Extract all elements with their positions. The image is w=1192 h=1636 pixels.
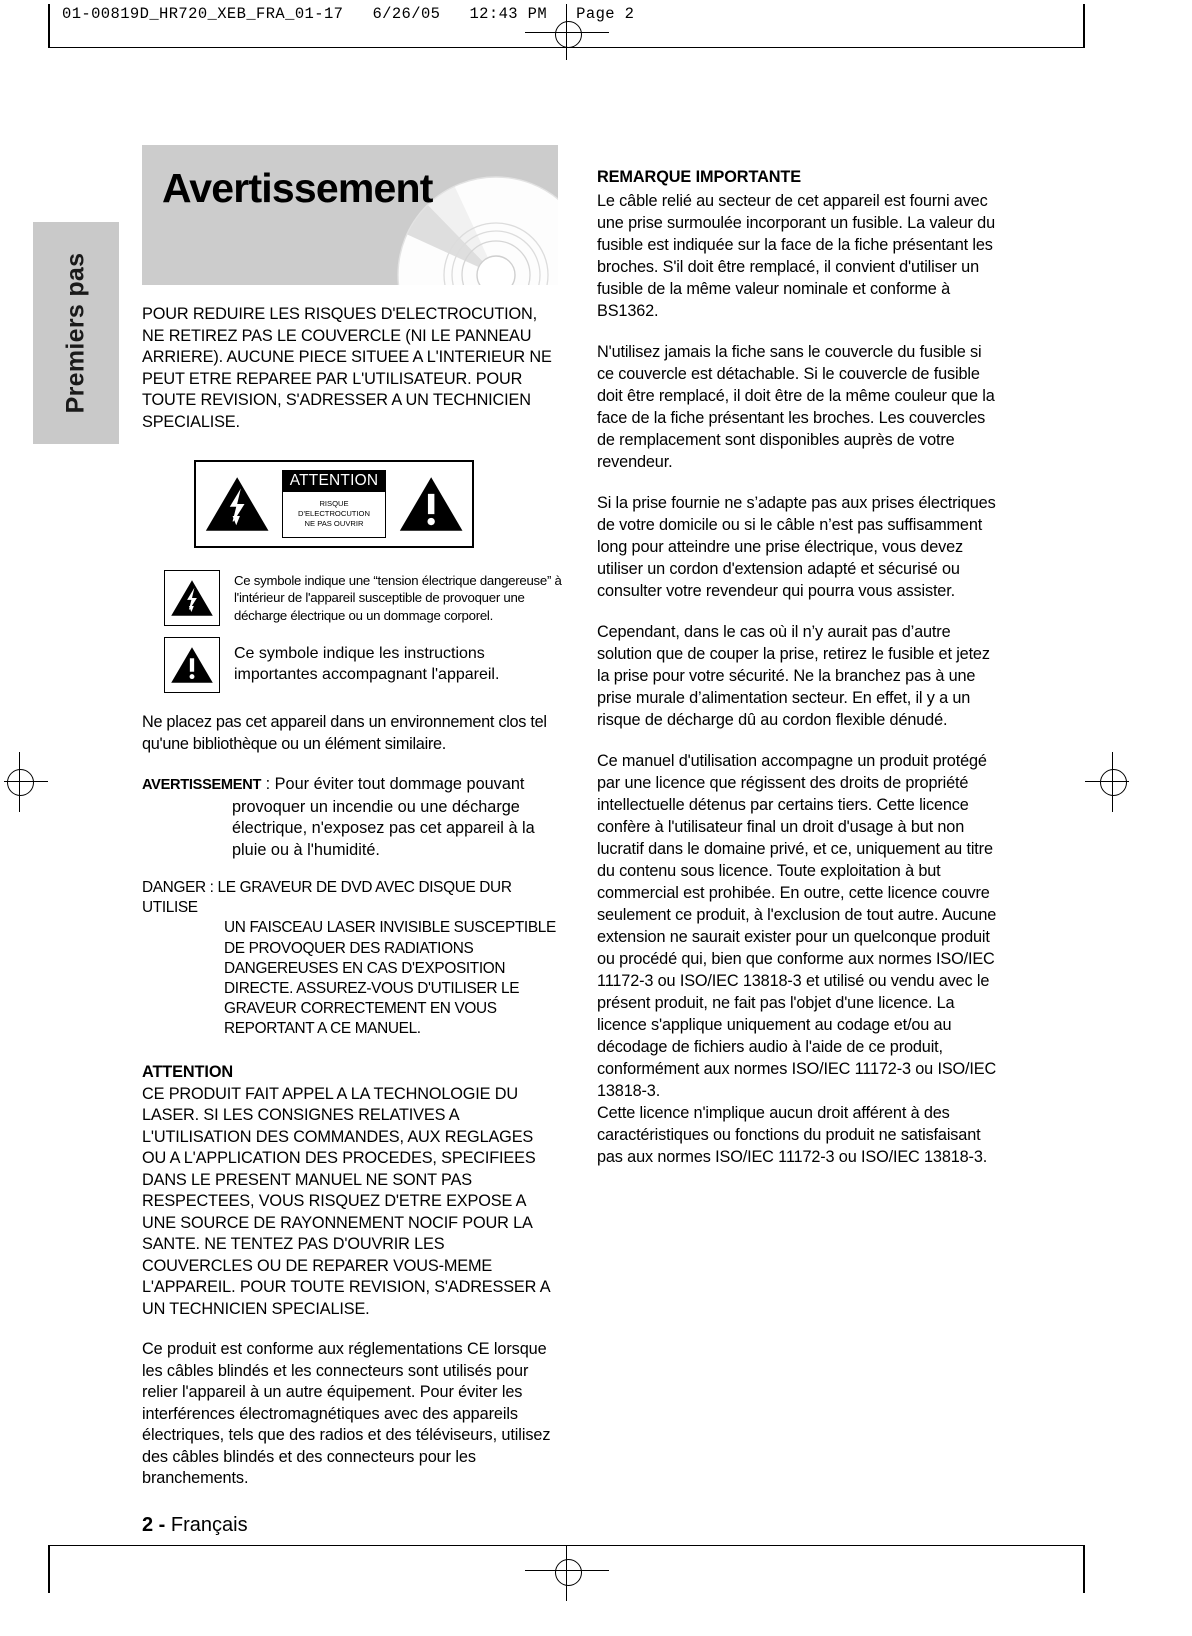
section-tab-label: Premiers pas [61, 252, 90, 414]
ce-compliance-paragraph: Ce produit est conforme aux réglementations CE lorsque les câbles blindés et les connecteurs sont utilisés pour relier l'appareil à un autre équipement. Pour éviter les interférences électromagnétiques avec des appareils électriques, tels que des radios et des téléviseurs, utilisez des câbles blindés et des connecteurs pour les branchements. [142, 1340, 551, 1488]
avertissement-label: AVERTISSEMENT [142, 777, 262, 793]
important-note-paragraph: Le câble relié au secteur de cet appareil est fourni avec une prise surmoulée incorporant un fusible. La valeur du fusible est indiquée sur la face de la fiche présentant les broches. S'il doit être remplacé, il convient d'utiliser un fusible de la même valeur nominale et conforme à BS1362. [597, 192, 995, 320]
attention-section-heading: ATTENTION [142, 1062, 234, 1081]
license-final-paragraph: Cette licence n'implique aucun droit afférent à des caractéristiques ou fonctions du produit ne satisfaisant pas aux normes ISO/IEC 11172-3 ou ISO/IEC 13818-3. [597, 1104, 988, 1166]
attention-subtext-line2: NE PAS OUVRIR [304, 519, 364, 528]
legend-item-text: Ce symbole indique une “tension électrique dangereuse” à l'intérieur de l'appareil susceptible de provoquer une décharge électrique ou un dommage corporel. [234, 573, 562, 623]
prepress-slug: 01-00819D_HR720_XEB_FRA_01-17 6/26/05 12:43 PM Page 2 [62, 5, 635, 23]
crop-mark-top-left-vertical [48, 4, 50, 48]
danger-body: UN FAISCEAU LASER INVISIBLE SUSCEPTIBLE DE PROVOQUER DES RADIATIONS DANGEREUSES EN CAS D'EXPOSITION DIRECTE. ASSUREZ-VOUS D'UTILISER LE GRAVEUR CORRECTEMENT EN VOUS REPORTANT A CE MANUEL. [224, 919, 556, 1038]
legend-lightning-bolt-box [164, 570, 220, 626]
attention-subtext-line1: RISQUE D'ELECTROCUTION [298, 499, 370, 518]
plug-adapter-paragraph: Si la prise fournie ne s’adapte pas aux prises électriques de votre domicile ou si le câble n’est pas suffisamment long pour atteindre une prise électrique, vous devez utiliser un cordon d'extension adapté et sécurisé ou consulter votre revendeur qui pourra vous assister. [597, 494, 996, 600]
attention-heading: ATTENTION [283, 471, 384, 492]
legend-item [164, 570, 564, 626]
exclamation-triangle-icon [170, 646, 214, 684]
avertissement-separator: : [261, 775, 275, 793]
chapter-banner [142, 145, 558, 285]
electrocution-warning-paragraph: POUR REDUIRE LES RISQUES D'ELECTROCUTION, NE RETIREZ PAS LE COUVERCLE (NI LE PANNEAU ARRIERE). AUCUNE PIECE SITUEE A L'INTERIEUR NE PEUT ETRE REPAREE PAR L'UTILISATEUR. POUR TOUTE REVISION, S'ADRESSER A UN TECHNICIEN SPECIALISE. [142, 305, 552, 431]
avertissement-body: provoquer un incendie ou une décharge électrique, n'exposez pas cet appareil à la pluie ou à l'humidité. [232, 797, 535, 859]
license-paragraph: Ce manuel d'utilisation accompagne un produit protégé par une licence que régissent des droits de propriété intellectuelle détenus par certains tiers. Cette licence confère à l'utilisateur final un droit d'usage à but non lucratif dans le domaine privé, et ce, uniquement au titre du contenu sous licence. Toute exploitation à but commercial est prohibée. En outre, cette licence couvre seulement ce produit, à l'exclusion de tout autre. Aucune extension ne saurait exister pour un quelconque produit ou procédé qui, bien que conforme aux normes ISO/IEC 11172-3 ou ISO/IEC 13818-3 et utilisé ou vendu avec le présent produit, ne fait pas l'objet d'une licence. La licence s'applique uniquement au codage et/ou au décodage de fichiers audio à l'aide de ce produit, conformément aux normes ISO/IEC 11172-3 ou ISO/IEC 13818-3. [597, 752, 997, 1100]
enclosure-note-paragraph: Ne placez pas cet appareil dans un environnement clos tel qu'une bibliothèque ou un élément similaire. [142, 713, 547, 753]
page-language: Français [170, 1513, 248, 1536]
exclamation-triangle-icon [398, 473, 464, 535]
important-note-heading: REMARQUE IMPORTANTE [597, 168, 802, 186]
registration-circle-right [1100, 769, 1127, 796]
legend-item-text: Ce symbole indique les instructions importantes accompagnant l'appareil. [234, 645, 500, 683]
symbol-legend [164, 570, 564, 693]
lightning-bolt-triangle-icon [204, 473, 270, 535]
avertissement-block [142, 774, 558, 861]
danger-label: DANGER : [142, 879, 214, 896]
page-footer-separator: - [153, 1513, 171, 1536]
attention-section-body: CE PRODUIT FAIT APPEL A LA TECHNOLOGIE DU LASER. SI LES CONSIGNES RELATIVES A L'UTILISATION DES COMMANDES, AUX REGLAGES OU A L'APPLICATION DES PROCEDES, SPECIFIEES DANS LE PRESENT MANUEL NE SONT PAS RESPECTEES, VOUS RISQUEZ D'ETRE EXPOSE A UNE SOURCE DE RAYONNEMENT NOCIF POUR LA SANTE. NE TENTEZ PAS D'OUVRIR LES COUVERCLES OU DE REPARER VOUS-MEME L'APPAREIL. POUR TOUTE REVISION, S'ADRESSER A UN TECHNICIEN SPECIALISE. [142, 1084, 550, 1318]
attention-subtext [283, 492, 384, 537]
legend-exclamation-box [164, 637, 220, 693]
registration-circle-bottom [555, 1559, 582, 1586]
cut-plug-paragraph: Cependant, dans le cas où il n’y aurait pas d’autre solution que de couper la prise, retirez le fusible et jetez la prise pour votre sécurité. Ne la branchez pas à une prise murale d’alimentation secteur. En effet, il y a un risque de décharge dû au cordon flexible dénudé. [597, 623, 990, 729]
page-title: Avertissement [162, 165, 433, 211]
lightning-bolt-triangle-icon [170, 579, 214, 617]
section-tab-premiers-pas [33, 222, 119, 444]
registration-circle-left [7, 769, 34, 796]
attention-symbol-box [194, 460, 474, 548]
crop-mark-bottom-right-vertical [1083, 1545, 1085, 1593]
avertissement-first-line: Pour éviter tout dommage pouvant [274, 775, 525, 793]
legend-item [164, 637, 564, 693]
page-number: 2 [142, 1513, 154, 1536]
page-footer [142, 1514, 558, 1537]
crop-mark-bottom-left-vertical [48, 1545, 50, 1593]
crop-mark-top-right-vertical [1083, 4, 1085, 48]
danger-block [142, 878, 558, 1040]
fuse-cover-paragraph: N'utilisez jamais la fiche sans le couvercle du fusible si ce couvercle est détachable. Si le couvercle de fusible doit être remplacé, il doit être de la même couleur que la face de la fiche présentant les broches. Les couvercles de remplacement sont disponibles auprès de votre revendeur. [597, 343, 995, 471]
registration-circle-header [555, 21, 582, 48]
right-column [597, 168, 1001, 1168]
left-column [142, 145, 562, 1537]
danger-first-line: LE GRAVEUR DE DVD AVEC DISQUE DUR UTILISE [142, 879, 512, 917]
